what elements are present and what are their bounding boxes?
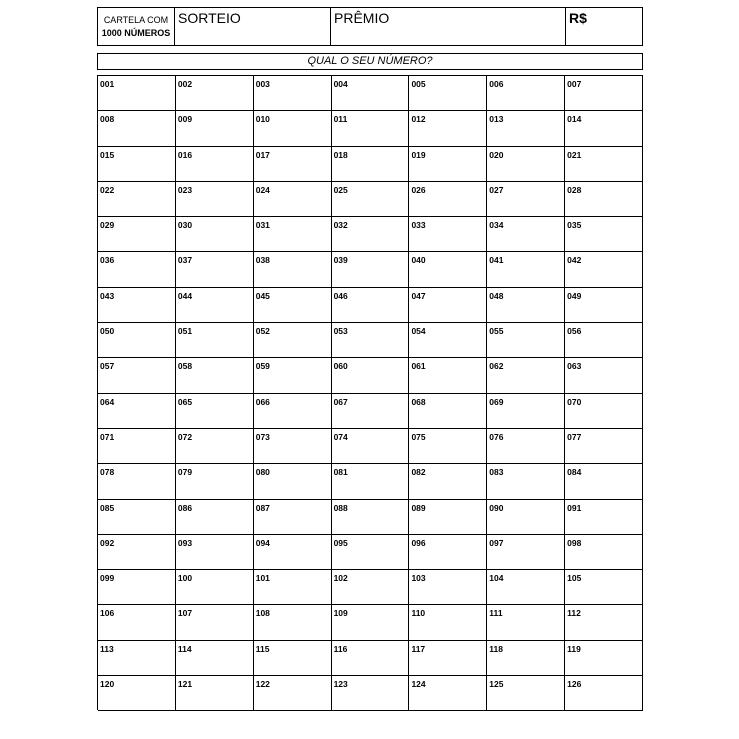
number-cell[interactable]: 033 xyxy=(409,217,487,252)
number-cell[interactable]: 056 xyxy=(565,323,643,358)
number-cell[interactable]: 121 xyxy=(176,676,254,711)
number-cell[interactable]: 010 xyxy=(254,111,332,146)
number-cell[interactable]: 009 xyxy=(176,111,254,146)
grid-row xyxy=(98,288,643,323)
number-cell[interactable]: 119 xyxy=(565,641,643,676)
grid-row xyxy=(98,429,643,464)
number-cell[interactable]: 058 xyxy=(176,358,254,393)
number-cell[interactable]: 040 xyxy=(409,252,487,287)
number-cell[interactable]: 095 xyxy=(332,535,410,570)
number-cell[interactable]: 027 xyxy=(487,182,565,217)
number-cell[interactable]: 081 xyxy=(332,464,410,499)
number-cell[interactable]: 015 xyxy=(98,147,176,182)
number-cell[interactable]: 003 xyxy=(254,76,332,111)
number-cell[interactable]: 098 xyxy=(565,535,643,570)
number-cell[interactable]: 073 xyxy=(254,429,332,464)
grid-row xyxy=(98,394,643,429)
number-cell[interactable]: 102 xyxy=(332,570,410,605)
number-cell[interactable]: 065 xyxy=(176,394,254,429)
number-cell[interactable]: 031 xyxy=(254,217,332,252)
number-cell[interactable]: 126 xyxy=(565,676,643,711)
number-cell[interactable]: 049 xyxy=(565,288,643,323)
number-cell[interactable]: 041 xyxy=(487,252,565,287)
number-cell[interactable]: 036 xyxy=(98,252,176,287)
grid-row xyxy=(98,464,643,499)
number-cell[interactable]: 086 xyxy=(176,500,254,535)
sorteio-label: SORTEIO xyxy=(178,10,241,26)
number-cell[interactable]: 029 xyxy=(98,217,176,252)
cartela-line2: 1000 NÚMEROS xyxy=(101,27,171,38)
number-cell[interactable]: 123 xyxy=(332,676,410,711)
question-banner: QUAL O SEU NÚMERO? xyxy=(97,53,643,70)
number-cell[interactable]: 026 xyxy=(409,182,487,217)
number-cell[interactable]: 072 xyxy=(176,429,254,464)
grid-row xyxy=(98,323,643,358)
number-cell[interactable]: 051 xyxy=(176,323,254,358)
number-cell[interactable]: 053 xyxy=(332,323,410,358)
grid-row xyxy=(98,605,643,640)
number-cell[interactable]: 024 xyxy=(254,182,332,217)
number-cell[interactable]: 101 xyxy=(254,570,332,605)
number-cell[interactable]: 060 xyxy=(332,358,410,393)
number-cell[interactable]: 038 xyxy=(254,252,332,287)
number-cell[interactable]: 057 xyxy=(98,358,176,393)
number-cell[interactable]: 064 xyxy=(98,394,176,429)
grid-row xyxy=(98,252,643,287)
number-cell[interactable]: 117 xyxy=(409,641,487,676)
number-cell[interactable]: 093 xyxy=(176,535,254,570)
number-cell[interactable]: 087 xyxy=(254,500,332,535)
number-cell[interactable]: 012 xyxy=(409,111,487,146)
grid-row xyxy=(98,535,643,570)
grid-row xyxy=(98,500,643,535)
number-cell[interactable]: 067 xyxy=(332,394,410,429)
number-cell[interactable]: 106 xyxy=(98,605,176,640)
number-cell[interactable]: 091 xyxy=(565,500,643,535)
number-cell[interactable]: 083 xyxy=(487,464,565,499)
number-cell[interactable]: 125 xyxy=(487,676,565,711)
header-table xyxy=(97,7,643,46)
number-cell[interactable]: 108 xyxy=(254,605,332,640)
number-cell[interactable]: 104 xyxy=(487,570,565,605)
number-cell[interactable]: 016 xyxy=(176,147,254,182)
number-cell[interactable]: 011 xyxy=(332,111,410,146)
number-cell[interactable]: 030 xyxy=(176,217,254,252)
number-cell[interactable]: 007 xyxy=(565,76,643,111)
number-cell[interactable]: 109 xyxy=(332,605,410,640)
grid-row xyxy=(98,182,643,217)
number-cell[interactable]: 045 xyxy=(254,288,332,323)
premio-label: PRÊMIO xyxy=(334,10,390,26)
number-cell[interactable]: 002 xyxy=(176,76,254,111)
number-cell[interactable]: 077 xyxy=(565,429,643,464)
number-cell[interactable]: 076 xyxy=(487,429,565,464)
number-cell[interactable]: 113 xyxy=(98,641,176,676)
cartela-line1: CARTELA COM xyxy=(103,14,169,25)
number-cell[interactable]: 054 xyxy=(409,323,487,358)
premio-field[interactable] xyxy=(331,8,566,45)
number-cell[interactable]: 082 xyxy=(409,464,487,499)
grid-row xyxy=(98,358,643,393)
number-cell[interactable]: 120 xyxy=(98,676,176,711)
number-cell[interactable]: 046 xyxy=(332,288,410,323)
number-cell[interactable]: 035 xyxy=(565,217,643,252)
number-cell[interactable]: 047 xyxy=(409,288,487,323)
number-cell[interactable]: 078 xyxy=(98,464,176,499)
number-cell[interactable]: 022 xyxy=(98,182,176,217)
number-cell[interactable]: 068 xyxy=(409,394,487,429)
number-cell[interactable]: 089 xyxy=(409,500,487,535)
number-cell[interactable]: 115 xyxy=(254,641,332,676)
number-cell[interactable]: 090 xyxy=(487,500,565,535)
number-cell[interactable]: 075 xyxy=(409,429,487,464)
number-cell[interactable]: 019 xyxy=(409,147,487,182)
number-cell[interactable]: 097 xyxy=(487,535,565,570)
number-cell[interactable]: 025 xyxy=(332,182,410,217)
number-cell[interactable]: 017 xyxy=(254,147,332,182)
number-cell[interactable]: 103 xyxy=(409,570,487,605)
number-cell[interactable]: 014 xyxy=(565,111,643,146)
number-cell[interactable]: 005 xyxy=(409,76,487,111)
rs-label: R$ xyxy=(569,10,587,26)
number-cell[interactable]: 034 xyxy=(487,217,565,252)
grid-row xyxy=(98,676,643,711)
number-cell[interactable]: 107 xyxy=(176,605,254,640)
number-cell[interactable]: 122 xyxy=(254,676,332,711)
number-cell[interactable]: 099 xyxy=(98,570,176,605)
number-cell[interactable]: 004 xyxy=(332,76,410,111)
number-cell[interactable]: 052 xyxy=(254,323,332,358)
cartela-cell xyxy=(98,8,175,45)
number-cell[interactable]: 048 xyxy=(487,288,565,323)
number-cell[interactable]: 037 xyxy=(176,252,254,287)
number-cell[interactable]: 001 xyxy=(98,76,176,111)
number-cell[interactable]: 023 xyxy=(176,182,254,217)
number-cell[interactable]: 044 xyxy=(176,288,254,323)
number-cell[interactable]: 111 xyxy=(487,605,565,640)
number-cell[interactable]: 059 xyxy=(254,358,332,393)
number-cell[interactable]: 006 xyxy=(487,76,565,111)
number-cell[interactable]: 032 xyxy=(332,217,410,252)
number-cell[interactable]: 100 xyxy=(176,570,254,605)
number-cell[interactable]: 069 xyxy=(487,394,565,429)
number-cell[interactable]: 020 xyxy=(487,147,565,182)
number-cell[interactable]: 096 xyxy=(409,535,487,570)
number-cell[interactable]: 008 xyxy=(98,111,176,146)
number-cell[interactable]: 021 xyxy=(565,147,643,182)
number-cell[interactable]: 112 xyxy=(565,605,643,640)
number-cell[interactable]: 043 xyxy=(98,288,176,323)
number-cell[interactable]: 084 xyxy=(565,464,643,499)
number-cell[interactable]: 118 xyxy=(487,641,565,676)
number-cell[interactable]: 028 xyxy=(565,182,643,217)
number-cell[interactable]: 050 xyxy=(98,323,176,358)
grid-row xyxy=(98,76,643,111)
number-cell[interactable]: 018 xyxy=(332,147,410,182)
number-cell[interactable]: 066 xyxy=(254,394,332,429)
grid-row xyxy=(98,147,643,182)
number-grid xyxy=(97,75,643,710)
grid-row xyxy=(98,570,643,605)
number-cell[interactable]: 039 xyxy=(332,252,410,287)
rs-field[interactable] xyxy=(566,8,642,45)
number-cell[interactable]: 055 xyxy=(487,323,565,358)
number-cell[interactable]: 071 xyxy=(98,429,176,464)
grid-row xyxy=(98,217,643,252)
number-cell[interactable]: 114 xyxy=(176,641,254,676)
number-cell[interactable]: 070 xyxy=(565,394,643,429)
number-cell[interactable]: 124 xyxy=(409,676,487,711)
number-cell[interactable]: 079 xyxy=(176,464,254,499)
number-cell[interactable]: 088 xyxy=(332,500,410,535)
number-cell[interactable]: 013 xyxy=(487,111,565,146)
number-cell[interactable]: 110 xyxy=(409,605,487,640)
grid-row xyxy=(98,111,643,146)
number-cell[interactable]: 094 xyxy=(254,535,332,570)
number-cell[interactable]: 061 xyxy=(409,358,487,393)
number-cell[interactable]: 042 xyxy=(565,252,643,287)
number-cell[interactable]: 074 xyxy=(332,429,410,464)
number-cell[interactable]: 085 xyxy=(98,500,176,535)
number-cell[interactable]: 062 xyxy=(487,358,565,393)
grid-row xyxy=(98,641,643,676)
number-cell[interactable]: 105 xyxy=(565,570,643,605)
sorteio-field[interactable] xyxy=(175,8,331,45)
number-cell[interactable]: 080 xyxy=(254,464,332,499)
number-cell[interactable]: 063 xyxy=(565,358,643,393)
number-cell[interactable]: 116 xyxy=(332,641,410,676)
number-cell[interactable]: 092 xyxy=(98,535,176,570)
